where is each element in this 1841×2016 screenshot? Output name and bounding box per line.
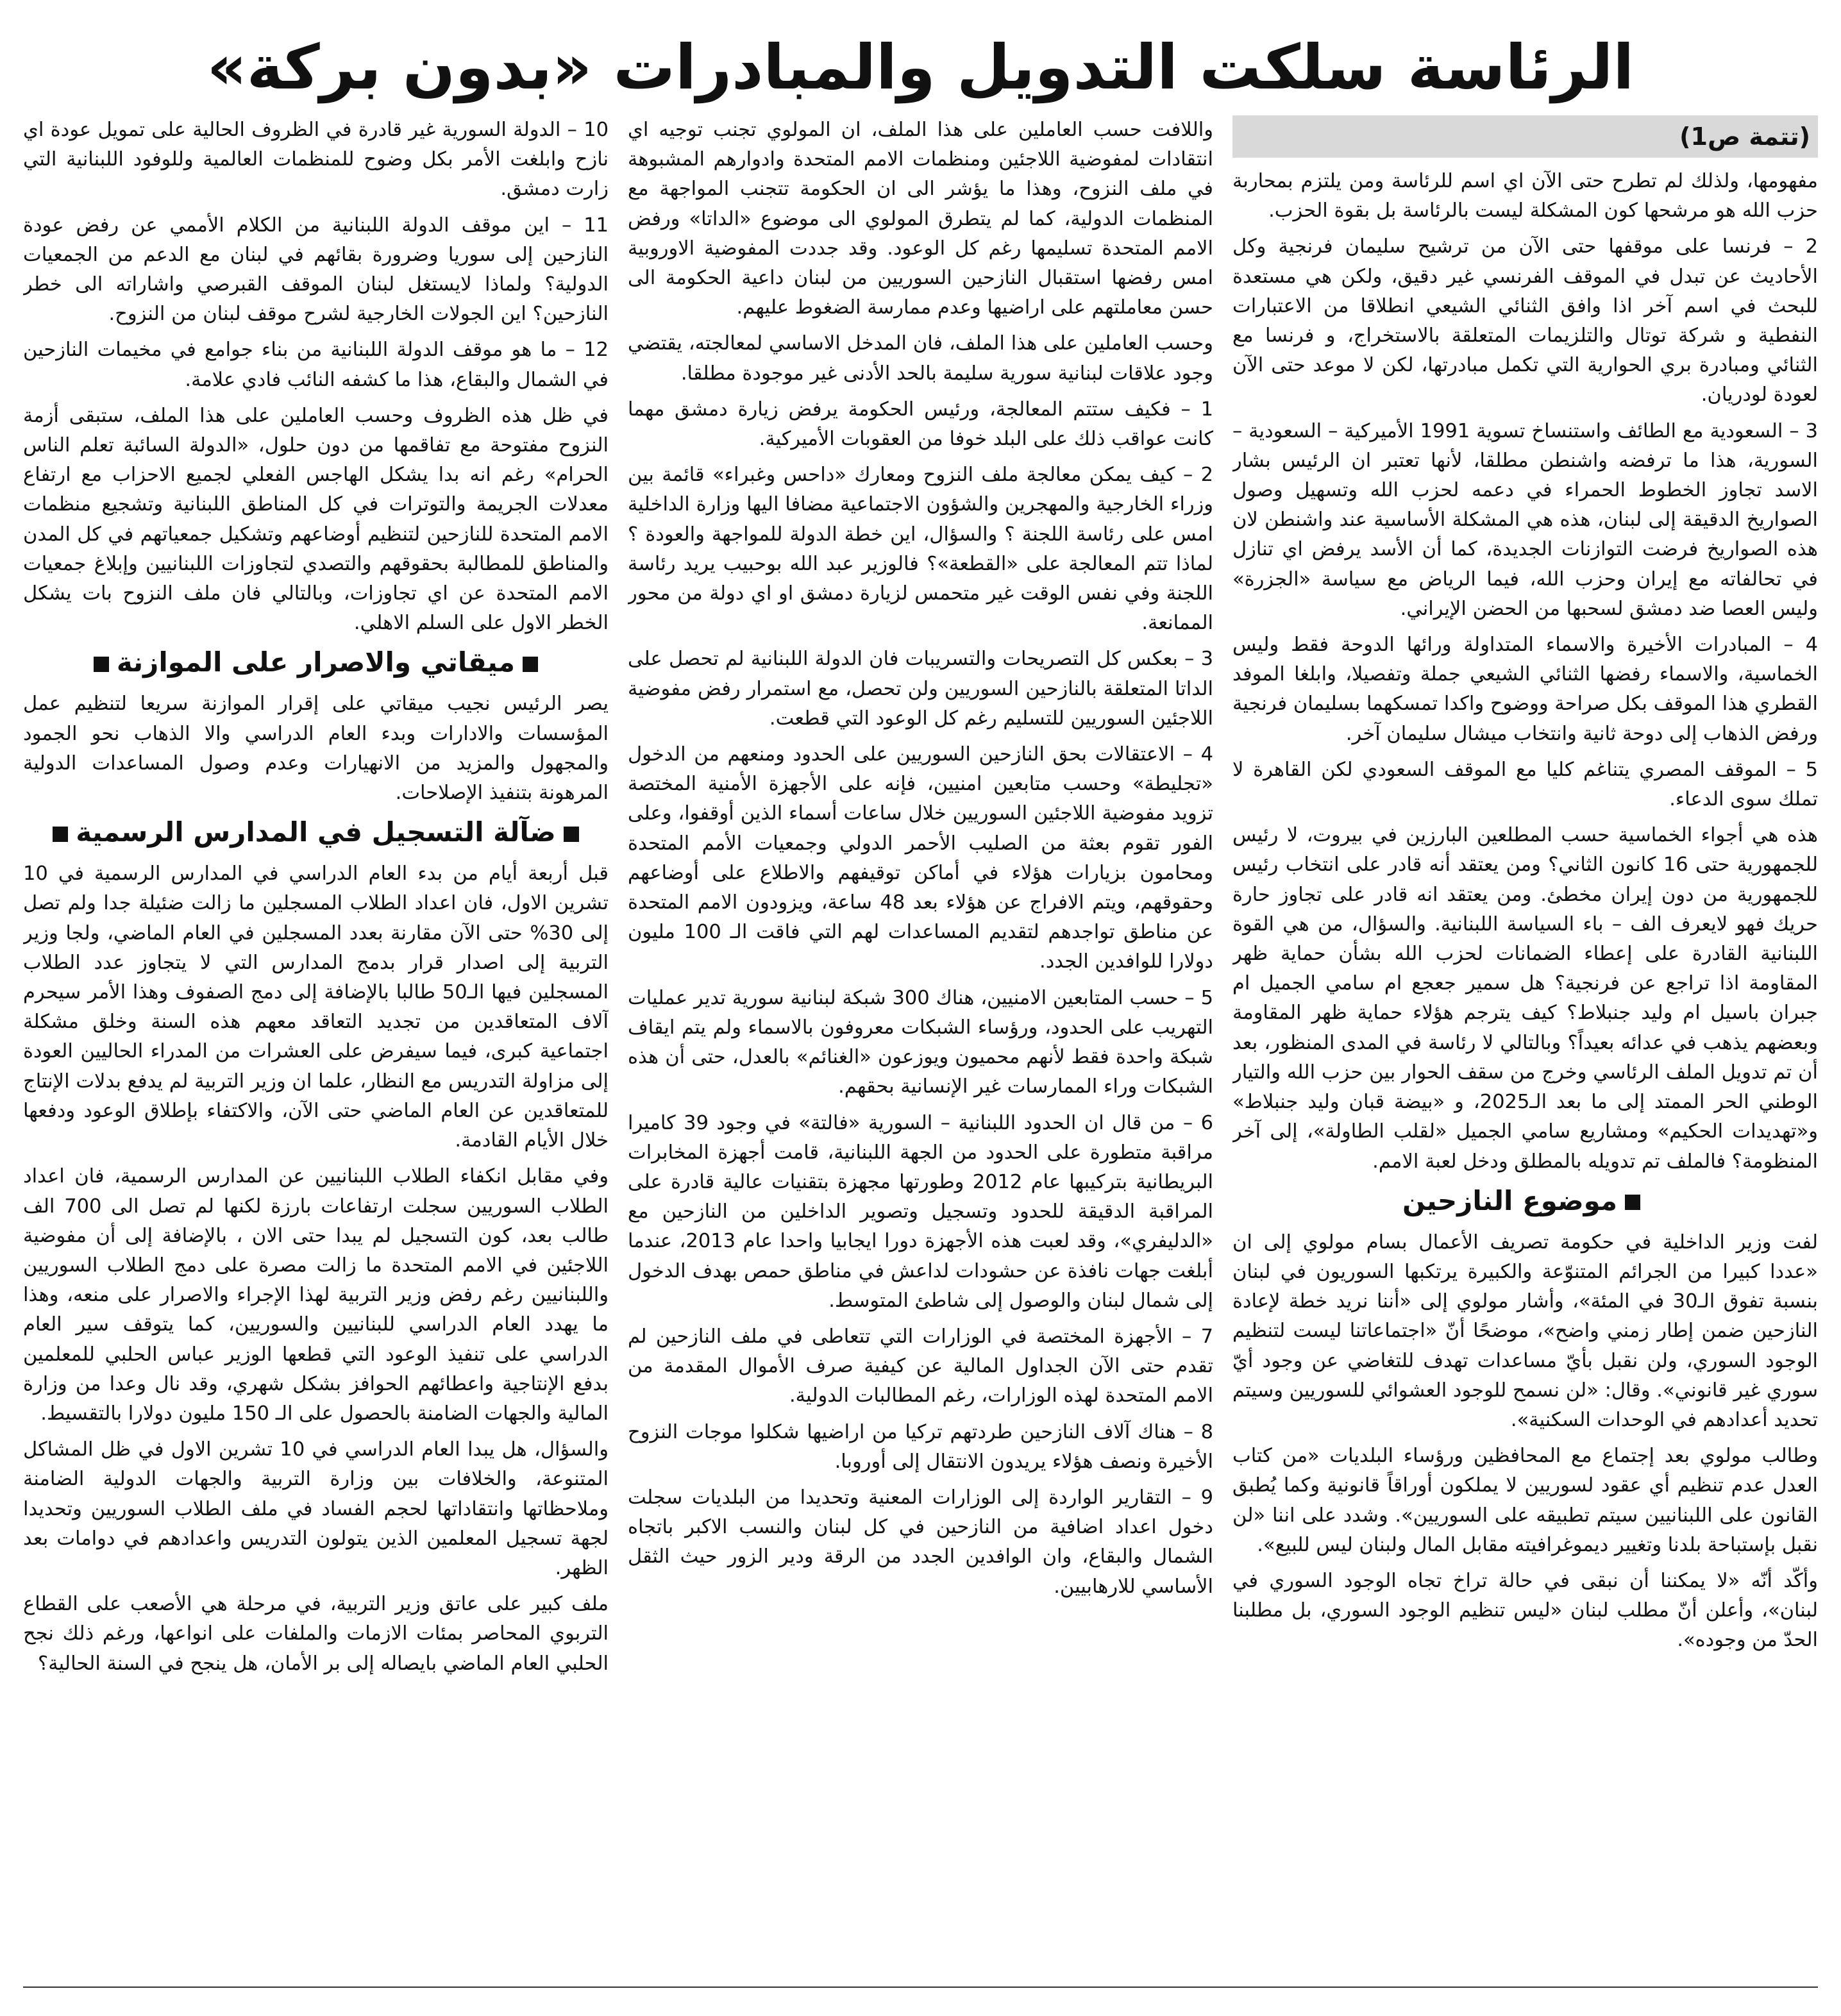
paragraph: يصر الرئيس نجيب ميقاتي على إقرار الموازنة سريعا لتنظيم عمل المؤسسات والادارات وبدء العام الدراسي والا الذهاب نحو الجمود والمجهول والمزيد من الانهيارات وعدم وصول المساعدات الدولية المرهونة بتنفيذ الإصلاحات. bbox=[23, 693, 609, 805]
bottom-divider bbox=[23, 1987, 1818, 1988]
column-1 bbox=[1232, 115, 1818, 1975]
subheading-text: ميقاتي والاصرار على الموازنة bbox=[116, 646, 516, 678]
square-bullet-icon bbox=[1625, 1195, 1640, 1210]
column-2 bbox=[628, 115, 1213, 1975]
square-bullet-icon bbox=[94, 657, 109, 672]
paragraph: 10 – الدولة السورية غير قادرة في الظروف الحالية على تمويل عودة اي نازح وابلغت الأمر بكل وضوح للمنظمات العالمية وللوفود اللبنانية التي زارت دمشق. bbox=[23, 119, 609, 201]
paragraph: قبل أربعة أيام من بدء العام الدراسي في المدارس الرسمية في 10 تشرين الاول، فان اعداد الطلاب المسجلين ما زالت ضئيلة جدا ولم تصل إلى 30% حتى الآن مقارنة بعدد المسجلين في العام الماضي، ولجا وزير التربية إلى اصدار قرار بدمج المدارس التي لا يتجاوز عدد الطلاب المسجلين فيها الـ50 طالبا بالإضافة إلى دمج الصفوف وهذا الأمر سيحرم آلاف المتعاقدين من تجديد التعاقد معهم هذه السنة وخلق مشكلة اجتماعية كبرى، فيما سيفرض على العشرات من المدراء الحاليين العودة إلى مزاولة التدريس مع النظار، علما ان وزير التربية لم يدفع بدلات الإنتاج للمتعاقدين عن العام الماضي حتى الآن، والاكتفاء بإطلاق الوعود ودفعها خلال الأيام القادمة. bbox=[23, 862, 609, 1152]
subheading-text: موضوع النازحين bbox=[1402, 1184, 1618, 1216]
paragraph: 1 – فكيف ستتم المعالجة، ورئيس الحكومة يرفض زيارة دمشق مهما كانت عواقب ذلك على البلد خوفا من العقوبات الأميركية. bbox=[628, 398, 1213, 451]
paragraph: 8 – هناك آلاف النازحين طردتهم تركيا من اراضيها شكلوا موجات النزوح الأخيرة ونصف هؤلاء يريدون الانتقال إلى أوروبا. bbox=[628, 1420, 1213, 1473]
column-3 bbox=[23, 115, 609, 1975]
square-bullet-icon bbox=[564, 827, 579, 842]
paragraph: 7 – الأجهزة المختصة في الوزارات التي تتعاطى في ملف النازحين لم تقدم حتى الآن الجداول المالية عن كيفية صرف الأموال المقدمة من الامم المتحدة لهذه الوزارات، رغم المطالبات الدولية. bbox=[628, 1325, 1213, 1407]
paragraph: واللافت حسب العاملين على هذا الملف، ان المولوي تجنب توجيه اي انتقادات لمفوضية اللاجئين ومنظمات الامم المتحدة وادوارهم المشبوهة في ملف النزوح، وهذا ما يؤشر الى ان الحكومة تتجنب المواجهة مع المنظمات الدولية، كما لم يتطرق المولوي الى موضوع «الداتا» ورفض الامم المتحدة تسليمها رغم كل الوعود. وقد جددت المفوضية الاوروبية امس رفضها استقبال النازحين السوريين من لبنان داعية الحكومة الى حسن معاملتهم على اراضيها وعدم ممارسة الضغوط عليهم. bbox=[628, 119, 1213, 319]
paragraph: 2 – كيف يمكن معالجة ملف النزوح ومعارك «داحس وغبراء» قائمة بين وزراء الخارجية والمهجرين والشؤون الاجتماعية مضافا اليها وزارة الداخلية امس على رئاسة اللجنة ؟ والسؤال، اين خطة الدولة للمواجهة والعودة ؟ لماذا تتم المعالجة على «القطعة»؟ فالوزير عبد الله بوحبيب يريد رئاسة اللجنة وفي نفس الوقت غير متحمس لزيارة دمشق او اي دولة من محور الممانعة. bbox=[628, 464, 1213, 635]
subheading-budget bbox=[23, 644, 609, 680]
paragraph: 9 – التقارير الواردة إلى الوزارات المعنية وتحديدا من البلديات سجلت دخول اعداد اضافية من النازحين في كل لبنان والنسب الاكبر باتجاه الشمال والبقاع، وان الوافدين الجدد من الرقة ودير الزور حيث الثقل الأساسي للارهابيين. bbox=[628, 1486, 1213, 1598]
paragraph: هذه هي أجواء الخماسية حسب المطلعين البارزين في بيروت، لا رئيس للجمهورية حتى 16 كانون الثاني؟ ومن يعتقد أنه قادر على انتخاب رئيس للجمهورية من دون إيران مخطئ. ومن يعتقد انه قادر على تجاوز حارة حريك فهو لايعرف الف – باء السياسة اللبنانية. والسؤال، من هي القوة اللبنانية القادرة على إعطاء الضمانات لحزب الله بشأن حماية ظهر المقاومة اذا تراجع عن فرنجية؟ هل سمير جعجع ام سامي الجميل ام جبران باسيل ام وليد جنبلاط؟ كيف يترجم هؤلاء حماية ظهر المقاومة وبعضهم يذهب في عدائه بعيداً؟ وبالتالي لا رئاسة في المدى المنظور، بعد أن تم تدويل الملف الرئاسي وخرج من سقف الحوار بين حزب الله والتيار الوطني الحر الممتد إلى ما بعد الـ2025، و «بيضة قبان وليد جنبلاط» و«تهديدات الحكيم» ومشاريع سامي الجميل «لقلب الطاولة»، إلى آخر المنظومة؟ فالملف تم تدويله بالمطلق ودخل لعبة الامم. bbox=[1232, 824, 1818, 1173]
article-columns bbox=[23, 115, 1818, 1975]
continued-label: (تتمة ص1) bbox=[1232, 115, 1818, 158]
paragraph: 12 – ما هو موقف الدولة اللبنانية من بناء جوامع في مخيمات النازحين في الشمال والبقاع، هذا ما كشفه النائب فادي علامة. bbox=[23, 339, 609, 391]
paragraph: 3 – بعكس كل التصريحات والتسريبات فان الدولة اللبنانية لم تحصل على الداتا المتعلقة بالنازحين السوريين ولن تحصل، مع استمرار رفض مفوضية اللاجئين السوريين للتسليم رغم كل الوعود التي قطعت. bbox=[628, 648, 1213, 730]
square-bullet-icon bbox=[523, 657, 538, 672]
paragraph: وطالب مولوي بعد إجتماع مع المحافظين ورؤساء البلديات «من كتاب العدل عدم تنظيم أي عقود لسوريين لا يملكون أوراقاً قانونية وكما يُطبق القانون على اللبنانيين سيتم تطبيقه على السوريين». وشدد على اننا «لن نقبل بإستباحة بلدنا وتغيير ديموغرافيته مقابل المال ولبنان ليس للبيع». bbox=[1232, 1445, 1818, 1556]
paragraph: 4 – المبادرات الأخيرة والاسماء المتداولة ورائها الدوحة فقط وليس الخماسية، والاسماء رفضها الثنائي الشيعي جملة وتفصيلا، وابلغا الموفد القطري هذا الموقف بكل صراحة ووضوح واكدا تمسكهما بسليمان فرنجية ورفض الذهاب إلى دوحة ثانية وانتخاب ميشال سليمان آخر. bbox=[1232, 634, 1818, 745]
square-bullet-icon bbox=[53, 827, 68, 842]
subheading-schools bbox=[23, 814, 609, 850]
paragraph: والسؤال، هل يبدا العام الدراسي في 10 تشرين الاول في ظل المشاكل المتنوعة، والخلافات بين وزارة التربية والجهات الدولية الضامنة وملاحظاتها وانتقاداتها لحجم الفساد في ملف الطلاب السوريين وتحديدا لجهة تسجيل المعلمين الذين يتولون التدريس واعدادهم في دوامات بعد الظهر. bbox=[23, 1438, 609, 1579]
paragraph: لفت وزير الداخلية في حكومة تصريف الأعمال بسام مولوي إلى ان «عددا كبيرا من الجرائم المتنوّعة والكبيرة يرتكبها السوريون في لبنان بنسبة تفوق الـ30 في المئة»، وأشار مولوي إلى «أننا نريد خطة لإعادة النازحين ضمن إطار زمني واضح»، موضحًا أنّ «اجتماعاتنا ليست لتنظيم الوجود السوري، ولن نقبل بأيّ مساعدات تهدف للتغاضي عن وجود أيّ سوري غير قانوني». وقال: «لن نسمح للوجود العشوائي للسوريين وسيتم تحديد أعدادهم في الوحدات السكنية». bbox=[1232, 1231, 1818, 1431]
paragraph: 2 – فرنسا على موقفها حتى الآن من ترشيح سليمان فرنجية وكل الأحاديث عن تبدل في الموقف الفرنسي غير دقيق، ولكن هي مستعدة للبحث في اسم آخر اذا وافق الثنائي الشيعي انطلاقا من الاعتبارات النفطية و شركة توتال والتلزيمات المتعلقة بالاستخراج، و فرنسا مع الثنائي ومبادرة بري الحوارية التي تكمل مبادرتها، لكن لا موعد حتى الآن لعودة لودريان. bbox=[1232, 235, 1818, 407]
paragraph: 6 – من قال ان الحدود اللبنانية – السورية «فالتة» في وجود 39 كاميرا مراقبة متطورة على الحدود من الجهة اللبنانية، قامت أجهزة المخابرات البريطانية بتركيبها عام 2012 وطورتها مجهزة بتقنيات عالية قادرة على المراقبة الدقيقة للحدود وتسجيل وتصوير الداخلين من النازحين مع «الدليفري»، وقد لعبت هذه الأجهزة دورا ايجابيا واحدا عام 2013، عندما أبلغت جهات نافذة عن حشودات لداعش في مناطق حمص بهدف الدخول إلى شمال لبنان والوصول إلى شاطئ المتوسط. bbox=[628, 1111, 1213, 1312]
paragraph: مفهومها، ولذلك لم تطرح حتى الآن اي اسم للرئاسة ومن يلتزم بمحاربة حزب الله هو مرشحها كون المشكلة ليست بالرئاسة بل بقوة الحزب. bbox=[1232, 170, 1818, 223]
paragraph: 5 – الموقف المصري يتناغم كليا مع الموقف السعودي لكن القاهرة لا تملك سوى الدعاء. bbox=[1232, 758, 1818, 811]
paragraph: 3 – السعودية مع الطائف واستنساخ تسوية 1991 الأميركية – السعودية – السورية، هذا ما ترفضه واشنطن مطلقا، لأنها تعتبر ان الرئيس بشار الاسد تجاوز الخطوط الحمراء في دعمه لحزب الله وتسهيل وصول الصواريخ الدقيقة إلى لبنان، هذه هي المشكلة الأساسية عند واشنطن لان هذه الصواريخ فرضت التوازنات الجديدة، كما أن الأسد يرفض اي تنازل في تحالفاته مع إيران وحزب الله، فيما الرياض مع سياسة «الجزرة» وليس العصا ضد دمشق لسحبها من الحضن الإيراني. bbox=[1232, 419, 1818, 620]
paragraph: 5 – حسب المتابعين الامنيين، هناك 300 شبكة لبنانية سورية تدير عمليات التهريب على الحدود، ورؤساء الشبكات معروفون بالاسماء ولم يتم ايقاف شبكة واحدة فقط لأنهم محميون ويوزعون «الغنائم» بالعدل، حتى أن هذه الشبكات وراء الممارسات غير الإنسانية بحقهم. bbox=[628, 986, 1213, 1098]
subheading-text: ضآلة التسجيل في المدارس الرسمية bbox=[76, 816, 556, 848]
paragraph: ملف كبير على عاتق وزير التربية، في مرحلة هي الأصعب على القطاع التربوي المحاصر بمئات الازمات والملفات على انواعها، ورغم ذلك نجح الحلبي العام الماضي بايصاله إلى بر الأمان، هل ينجح في السنة الحالية؟ bbox=[23, 1593, 609, 1675]
paragraph: وحسب العاملين على هذا الملف، فان المدخل الاساسي لمعالجته، يقتضي وجود علاقات لبنانية سورية سليمة بالحد الأدنى غير موجودة مطلقا. bbox=[628, 332, 1213, 385]
paragraph: 11 – اين موقف الدولة اللبنانية من الكلام الأممي عن رفض عودة النازحين إلى سوريا وضرورة بقائهم في لبنان مع الدعم من الجمعيات الدولية؟ ولماذا لايستغل لبنان الموقف القبرصي واشاراته الى خطر النازحين؟ اين الجولات الخارجية لشرح موقف لبنان من النزوح. bbox=[23, 214, 609, 326]
paragraph: 4 – الاعتقالات بحق النازحين السوريين على الحدود ومنعهم من الدخول «تجليطة» وحسب متابعين امنيين، فإنه على الأجهزة الأمنية المختصة تزويد مفوضية اللاجئين السوريين خلال ساعات أسماء الذين أوقفوا، وعلى الفور تقوم بعثة من الصليب الأحمر الدولي وجمعيات الأمم المتحدة ومحامون بزيارات هؤلاء في أماكن توقيفهم والاطلاع على أوضاعهم وحقوقهم، ويتم الافراج عن هؤلاء بعد 48 ساعة، ويزودون الامم المتحدة عن مناطق تواجدهم لتقديم المساعدات لهم التي فاقت الـ 100 مليون دولارا للوافدين الجدد. bbox=[628, 743, 1213, 973]
paragraph: في ظل هذه الظروف وحسب العاملين على هذا الملف، ستبقى أزمة النزوح مفتوحة مع تفاقمها من دون حلول، «الدولة السائبة تعلم الناس الحرام» رغم انه بدا يشكل الهاجس الفعلي لجميع الاحزاب مع ارتفاع معدلات الجريمة والتوترات في كل المناطق اللبنانية وتشجيع منظمات الامم المتحدة للنازحين لتنظيم أوضاعهم وتشكيل جمعياتهم في كل المدن والمناطق للمطالبة بحقوقهم والتصدي لتجاوزات اللبنانيين وإبلاغ جمعيات الامم المتحدة عن اي تجاوزات، وبالتالي فان ملف النزوح بات يشكل الخطر الاول على السلم الاهلي. bbox=[23, 404, 609, 635]
subheading-displaced bbox=[1232, 1183, 1818, 1219]
headline: الرئاسة سلكت التدويل والمبادرات «بدون بركة» bbox=[206, 31, 1635, 103]
paragraph: وأكّد أنّه «لا يمكننا أن نبقى في حالة تراخ تجاه الوجود السوري في لبنان»، وأعلن أنّ مطلب لبنان «ليس تنظيم الوجود السوري، بل مطلبنا الحدّ من وجوده». bbox=[1232, 1569, 1818, 1652]
paragraph: وفي مقابل انكفاء الطلاب اللبنانيين عن المدارس الرسمية، فان اعداد الطلاب السوريين سجلت ارتفاعات بارزة لكنها لم تصل الى 700 الف طالب بعد، كون التسجيل لم يبدا حتى الان ، بالإضافة إلى أن مفوضية اللاجئين في الامم المتحدة ما زالت مصرة على دمج الطلاب السوريين واللبنانيين رغم رفض وزير التربية لهذا الإجراء والاصرار على منعه، وهذا ما يهدد العام الدراسي للبنانيين والسوريين، كما يتوقف سير العام الدراسي على تنفيذ الوعود التي قطعها الوزير عباس الحلبي للمعلمين بدفع الإنتاجية واعطائهم الحوافز بشكل شهري، وقد نال وعدا من وزارة المالية والجهات الضامنة بالحصول على الـ 150 مليون دولارا بالتقسيط. bbox=[23, 1165, 609, 1425]
